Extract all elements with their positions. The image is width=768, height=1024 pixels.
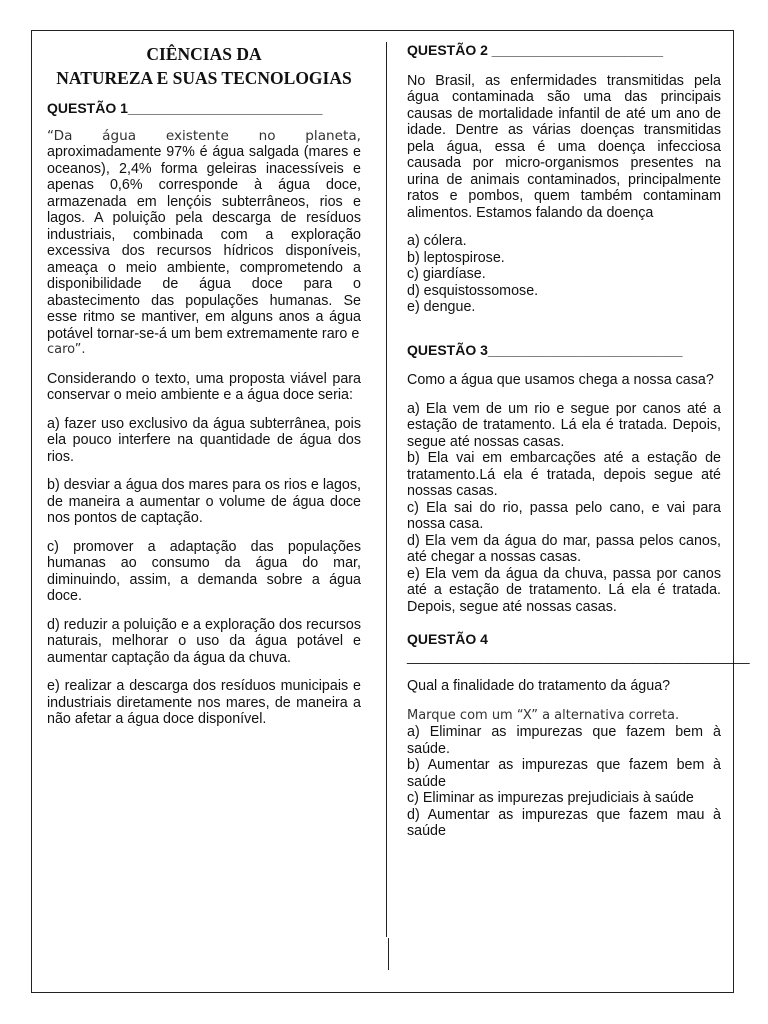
question-3-option-c[interactable]: c) Ela sai do rio, passa pelo cano, e vai para nossa casa.	[407, 499, 721, 532]
right-column	[407, 42, 750, 840]
question-1-prompt: Considerando o texto, uma proposta viável para conservar o meio ambiente e a água doce seria:	[47, 370, 361, 403]
question-4-option-c[interactable]: c) Eliminar as impurezas prejudiciais à saúde	[407, 790, 694, 806]
question-4-heading: QUESTÃO 4	[407, 631, 488, 647]
question-4-instruction: Marque com um “X” a alternativa correta.	[407, 707, 680, 723]
passage-quote-open: “Da água existente no planeta,	[47, 127, 361, 144]
question-4-options	[407, 724, 721, 840]
title-line-1: CIÊNCIAS DA	[146, 44, 262, 64]
question-3-options	[407, 401, 721, 616]
question-2-text: No Brasil, as enfermidades transmitidas pela água contaminada são uma das principais causas de mortalidade infantil de até um ano de idade. Dentre as várias doenças transmitidas pela água, essa é uma doença infecciosa causada por micro-organismos presentes na urina de animais contaminados, principalmente ratos e pombos, quem também contaminam alimentos. Estamos falando da doença	[407, 72, 721, 221]
question-4-option-a[interactable]: a) Eliminar as impurezas que fazem bem à saúde.	[407, 724, 721, 757]
page-title	[47, 42, 361, 90]
title-line-2: NATUREZA E SUAS TECNOLOGIAS	[56, 68, 352, 88]
left-column	[47, 42, 361, 728]
question-2-option-b[interactable]: b) leptospirose.	[407, 249, 505, 266]
question-2-option-a[interactable]: a) cólera.	[407, 233, 467, 249]
column-divider-lower	[388, 938, 389, 970]
question-1-option-d[interactable]: d) reduzir a poluição e a exploração dos recursos naturais, melhorar o uso da água potável e aumentar captação da água da chuva.	[47, 616, 361, 666]
question-4-text: Qual a finalidade do tratamento da água?	[407, 678, 671, 694]
question-2-option-e[interactable]: e) dengue.	[407, 299, 476, 315]
question-2-option-c[interactable]: c) giardíase.	[407, 266, 486, 282]
column-divider	[386, 42, 387, 937]
question-4-option-d[interactable]: d) Aumentar as impurezas que fazem mau à saúde	[407, 806, 721, 839]
question-1-option-e[interactable]: e) realizar a descarga dos resíduos municipais e industriais diretamente nos mares, de maneira a não afetar a água doce disponível.	[47, 678, 361, 727]
question-4-option-b[interactable]: b) Aumentar as impurezas que fazem bem à saúde	[407, 757, 721, 790]
passage-body: aproximadamente 97% é água salgada (mares e oceanos), 2,4% forma geleiras inacessíveis e apenas 0,6% corresponde à água doce, armazenada em lençóis subterrâneos, rios e lagos. A poluição pela descarga de resíduos industriais, combinada com a exploração excessiva dos recursos hídricos disponíveis, ameaça o meio ambiente, comprometendo a disponibilidade de água doce para o abastecimento das populações humanas. Se esse ritmo se mantiver, em alguns anos a água potável tornar-se-á um bem extremamente raro e	[47, 144, 361, 342]
question-1-option-a[interactable]: a) fazer uso exclusivo da água subterrânea, pois ela pouco interfere na quantidade de água dos rios.	[47, 415, 361, 465]
question-3-heading: QUESTÃO 3_________________________	[407, 341, 683, 358]
question-2-option-d[interactable]: d) esquistossomose.	[407, 282, 539, 299]
question-1-option-b[interactable]: b) desviar a água dos mares para os rios e lagos, de maneira a aumentar o volume de água doce nos pontos de captação.	[47, 477, 361, 526]
question-1-option-c[interactable]: c) promover a adaptação das populações humanas ao consumo da água do mar, diminuindo, assim, a demanda sobre a água doce.	[47, 538, 361, 604]
question-3-option-b[interactable]: b) Ela vai em embarcações até a estação de tratamento.Lá ela é tratada, depois segue até nossas casas.	[407, 450, 721, 499]
question-3-option-a[interactable]: a) Ela vem de um rio e segue por canos até a estação de tratamento. Lá ela é tratada. Depois, segue até nossas casas.	[407, 400, 721, 450]
question-3-option-e[interactable]: e) Ela vem da água da chuva, passa por canos até a estação de tratamento. Lá ela é tratada. Depois, segue até nossas casas.	[407, 565, 721, 615]
question-1-heading: QUESTÃO 1_________________________	[47, 100, 323, 116]
question-3-text: Como a água que usamos chega a nossa casa?	[407, 372, 714, 388]
question-4-heading-line: ____________________________________________	[407, 647, 750, 664]
question-1-passage	[47, 128, 361, 359]
question-3-option-d[interactable]: d) Ela vem da água do mar, passa pelos canos, até chegar a nossas casas.	[407, 532, 721, 565]
question-2-options	[407, 233, 721, 316]
question-2-heading: QUESTÃO 2 ______________________	[407, 42, 664, 58]
passage-quote-close: caro”.	[47, 342, 86, 357]
